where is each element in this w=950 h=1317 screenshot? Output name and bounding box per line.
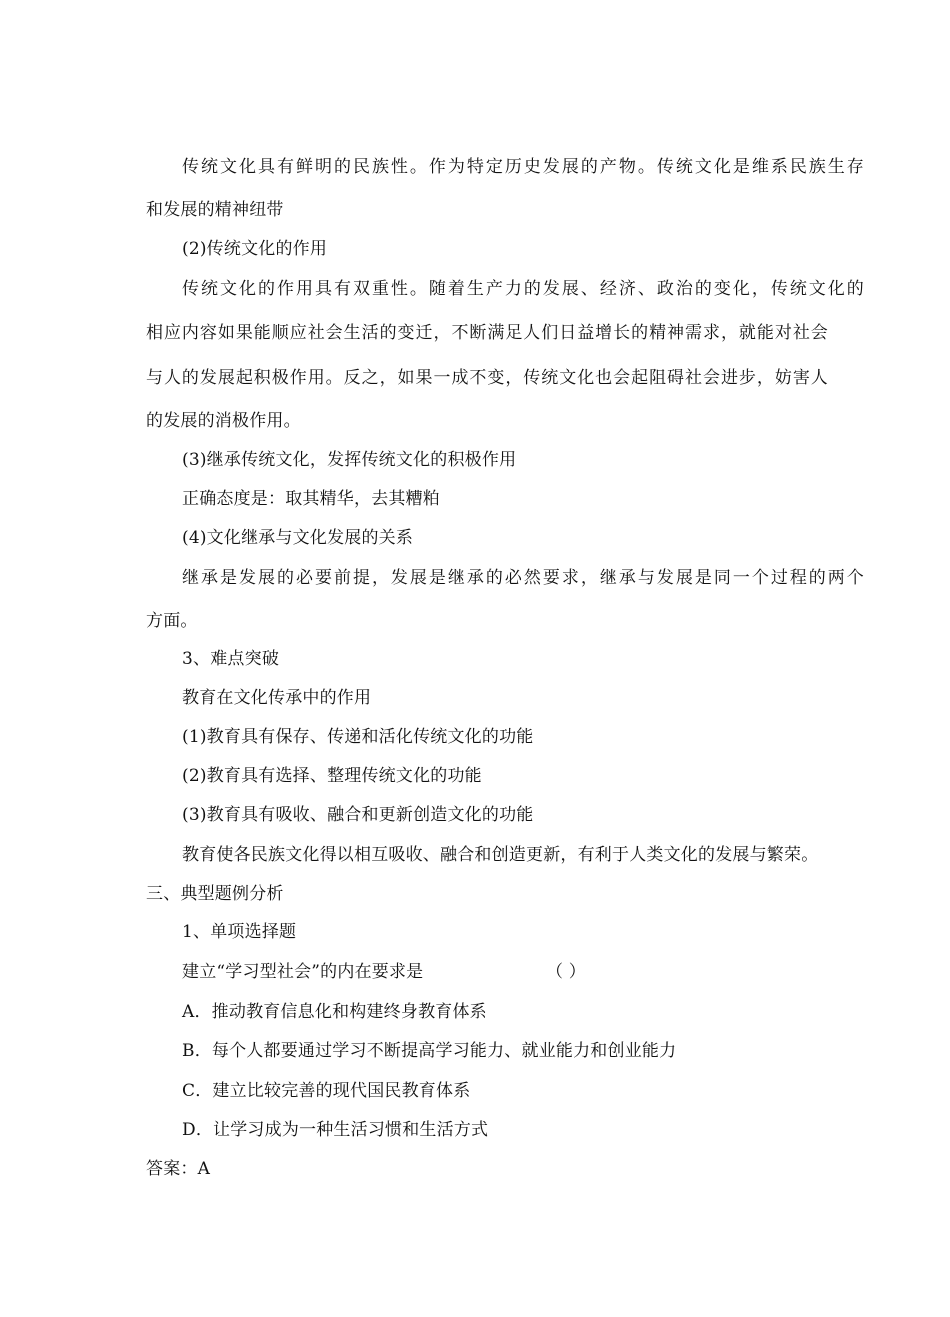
answer-bracket: （ ） <box>546 962 587 982</box>
section-heading: 三、典型题例分析 <box>146 884 284 904</box>
section-heading: 3、难点突破 <box>182 649 280 669</box>
question-stem <box>182 961 423 983</box>
paragraph-line: 传统文化具有鲜明的民族性。作为特定历史发展的产物。传统文化是维系民族生存 <box>182 157 864 177</box>
answer-line: 答案：A <box>146 1159 211 1179</box>
option-b: B．每个人都要通过学习不断提高学习能力、就业能力和创业能力 <box>182 1041 677 1061</box>
paragraph-line: 方面。 <box>146 611 198 631</box>
option-c: C．建立比较完善的现代国民教育体系 <box>182 1081 471 1101</box>
option-a: A．推动教育信息化和构建终身教育体系 <box>182 1002 487 1022</box>
question-stem-text: 建立“学习型社会”的内在要求是 <box>182 962 424 982</box>
paragraph-line: 教育使各民族文化得以相互吸收、融合和创造更新，有利于人类文化的发展与繁荣。 <box>182 845 819 865</box>
section-heading: (2)传统文化的作用 <box>182 239 328 259</box>
paragraph-line: 教育在文化传承中的作用 <box>182 688 372 708</box>
list-item: (3)教育具有吸收、融合和更新创造文化的功能 <box>182 805 534 825</box>
paragraph-line: 的发展的消极作用。 <box>146 411 301 431</box>
section-heading: (3)继承传统文化，发挥传统文化的积极作用 <box>182 450 517 470</box>
paragraph-line: 和发展的精神纽带 <box>146 200 284 220</box>
list-item: (1)教育具有保存、传递和活化传统文化的功能 <box>182 727 534 747</box>
paragraph-line: 相应内容如果能顺应社会生活的变迁，不断满足人们日益增长的精神需求，就能对社会 <box>146 323 828 343</box>
paragraph-line: 继承是发展的必要前提，发展是继承的必然要求，继承与发展是同一个过程的两个 <box>182 568 864 588</box>
paragraph-line: 正确态度是：取其精华，去其糟粕 <box>182 489 440 509</box>
section-heading: (4)文化继承与文化发展的关系 <box>182 528 414 548</box>
paragraph-line: 传统文化的作用具有双重性。随着生产力的发展、经济、政治的变化，传统文化的 <box>182 279 864 299</box>
list-item: (2)教育具有选择、整理传统文化的功能 <box>182 766 482 786</box>
section-heading: 1、单项选择题 <box>182 922 297 942</box>
paragraph-line: 与人的发展起积极作用。反之，如果一成不变，传统文化也会起阻碍社会进步，妨害人 <box>146 368 828 388</box>
option-d: D．让学习成为一种生活习惯和生活方式 <box>182 1120 489 1140</box>
